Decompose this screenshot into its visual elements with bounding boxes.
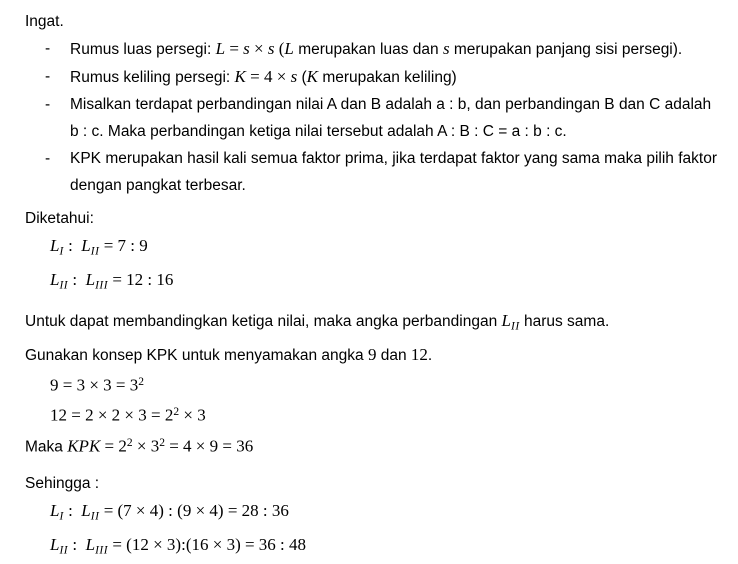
text-segment: : — [68, 270, 85, 289]
text-segment: = (7 × 4) : (9 × 4) = 28 : 36 — [99, 501, 288, 520]
text-segment: dan — [376, 347, 410, 364]
text-segment: 12 — [411, 345, 428, 364]
bullet-text — [70, 150, 717, 194]
text-segment: L — [284, 39, 293, 58]
text-segment: harus sama. — [520, 313, 610, 330]
bullet-text — [70, 41, 682, 58]
math-line-hasil-1 — [50, 497, 722, 531]
text-segment: Maka — [25, 438, 67, 455]
bullet-item-perbandingan — [25, 91, 722, 145]
bullet-item-luas-persegi — [25, 35, 722, 63]
text-segment: : — [64, 236, 81, 255]
text-segment: L — [50, 236, 59, 255]
section-heading-sehingga: Sehingga : — [25, 470, 722, 497]
dash-bullet-icon: - — [45, 91, 50, 118]
paragraph-line-1 — [25, 307, 715, 341]
text-segment: I — [59, 246, 63, 258]
paragraph-line-2 — [25, 341, 715, 369]
text-segment: = (12 × 3):(16 × 3) = 36 : 48 — [108, 535, 306, 554]
text-segment: ( — [297, 69, 306, 86]
text-segment: = 2 — [100, 436, 127, 455]
text-segment: 12 = 2 × 2 × 3 = 2 — [50, 406, 173, 425]
text-segment: = 12 : 16 — [108, 270, 173, 289]
text-segment: = 4 × — [246, 67, 291, 86]
text-segment: merupakan keliling) — [318, 69, 457, 86]
text-segment: II — [91, 511, 100, 523]
math-line-ratio-2 — [50, 266, 722, 300]
math-line-faktor-12 — [50, 399, 722, 430]
text-segment: K — [307, 67, 318, 86]
text-segment: II — [59, 279, 68, 291]
bullet-text — [70, 96, 711, 140]
text-segment: × 3 — [133, 436, 160, 455]
text-segment: L — [50, 501, 59, 520]
text-segment: Rumus keliling persegi: — [70, 69, 235, 86]
text-segment: I — [59, 511, 63, 523]
text-segment: L — [81, 501, 90, 520]
text-segment: × 3 — [179, 406, 206, 425]
text-segment: III — [95, 279, 108, 291]
text-segment: = — [225, 39, 243, 58]
text-segment: 2 — [127, 437, 133, 449]
text-segment: . — [428, 347, 432, 364]
text-segment: 2 — [138, 376, 144, 388]
math-line-hasil-2 — [50, 531, 722, 564]
text-segment: KPK — [67, 436, 100, 455]
reminder-bullet-list — [25, 35, 722, 199]
text-segment: III — [95, 544, 108, 556]
text-segment: Rumus luas persegi: — [70, 41, 216, 58]
text-segment: 9 = 3 × 3 = 3 — [50, 375, 138, 394]
section-heading-ingat: Ingat. — [25, 8, 722, 35]
section-sehingga — [25, 470, 722, 564]
text-segment: L — [50, 270, 59, 289]
dash-bullet-icon: - — [45, 145, 50, 172]
text-segment: merupakan luas dan — [294, 41, 443, 58]
text-segment: 2 — [159, 437, 165, 449]
text-segment: s — [443, 39, 450, 58]
text-segment: 9 — [368, 345, 377, 364]
text-segment: × — [250, 39, 268, 58]
text-segment: merupakan panjang sisi persegi). — [450, 41, 683, 58]
text-segment: L — [81, 236, 90, 255]
text-segment: II — [91, 246, 100, 258]
dash-bullet-icon: - — [45, 35, 50, 62]
text-segment: s — [268, 39, 275, 58]
section-penjelasan — [25, 307, 722, 460]
section-diketahui — [25, 205, 722, 299]
section-heading-diketahui: Diketahui: — [25, 205, 722, 232]
text-segment: L — [502, 311, 511, 330]
text-segment: K — [235, 67, 246, 86]
math-line-ratio-1 — [50, 232, 722, 266]
text-segment: = 4 × 9 = 36 — [165, 436, 253, 455]
bullet-item-keliling-persegi — [25, 63, 722, 91]
text-segment: ( — [275, 39, 285, 58]
text-segment: L — [86, 270, 95, 289]
bullet-item-kpk — [25, 145, 722, 199]
text-segment: Misalkan terdapat perbandingan nilai A dan B adalah a : b, dan perbandingan B dan C adalah b : c. Maka perbandingan ketiga nilai tersebut adalah A : B : C = a : b : c. — [70, 96, 711, 140]
text-segment: Untuk dapat membandingkan ketiga nilai, maka angka perbandingan — [25, 313, 502, 330]
text-segment: KPK merupakan hasil kali semua faktor prima, jika terdapat faktor yang sama maka pilih faktor dengan pangkat terbesar. — [70, 150, 717, 194]
text-segment: s — [243, 39, 250, 58]
dash-bullet-icon: - — [45, 63, 50, 90]
text-segment: 2 — [173, 406, 179, 418]
text-segment: L — [216, 39, 225, 58]
text-segment: Gunakan konsep KPK untuk menyamakan angka — [25, 347, 368, 364]
text-segment: II — [511, 321, 520, 333]
text-segment: : — [64, 501, 81, 520]
text-segment: = 7 : 9 — [99, 236, 147, 255]
text-segment: L — [86, 535, 95, 554]
text-segment: s — [291, 67, 298, 86]
math-line-kpk-hasil — [25, 430, 722, 461]
text-segment: L — [50, 535, 59, 554]
text-segment: II — [59, 544, 68, 556]
math-line-faktor-9 — [50, 369, 722, 400]
text-segment: : — [68, 535, 85, 554]
bullet-text — [70, 69, 457, 86]
